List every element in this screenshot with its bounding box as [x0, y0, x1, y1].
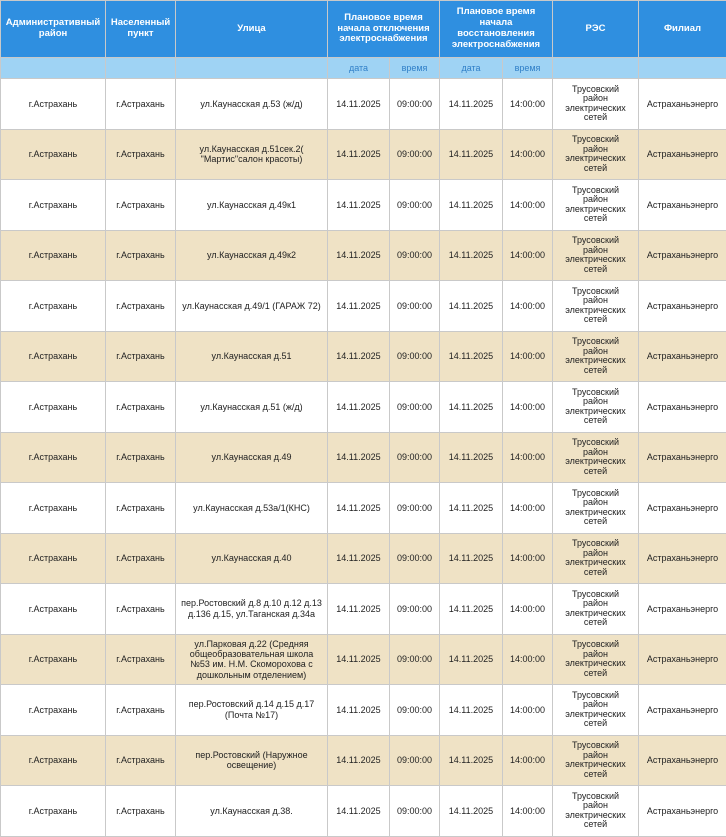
cell-off-date: 14.11.2025	[328, 79, 390, 130]
cell-street: ул.Каунасская д.53а/1(КНС)	[176, 483, 328, 534]
cell-res: Трусовский район электрических сетей	[553, 685, 639, 736]
cell-branch: Астраханьэнерго	[639, 129, 726, 180]
cell-street: пер.Ростовский д.14 д.15 д.17 (Почта №17)	[176, 685, 328, 736]
cell-street: пер.Ростовский (Наружное освещение)	[176, 735, 328, 786]
cell-branch: Астраханьэнерго	[639, 735, 726, 786]
cell-district: г.Астрахань	[1, 382, 106, 433]
subheader-on-date: дата	[440, 58, 503, 79]
cell-res: Трусовский район электрических сетей	[553, 331, 639, 382]
cell-on-time: 14:00:00	[503, 230, 553, 281]
cell-off-date: 14.11.2025	[328, 129, 390, 180]
cell-off-date: 14.11.2025	[328, 735, 390, 786]
table-row	[1, 483, 726, 534]
cell-branch: Астраханьэнерго	[639, 79, 726, 130]
table-row	[1, 281, 726, 332]
cell-district: г.Астрахань	[1, 786, 106, 837]
cell-street: ул.Каунасская д.51сек.2( "Мартис"салон красоты)	[176, 129, 328, 180]
cell-on-date: 14.11.2025	[440, 533, 503, 584]
subheader-empty	[106, 58, 176, 79]
cell-district: г.Астрахань	[1, 180, 106, 231]
cell-district: г.Астрахань	[1, 281, 106, 332]
cell-street: ул.Каунасская д.51 (ж/д)	[176, 382, 328, 433]
cell-off-date: 14.11.2025	[328, 281, 390, 332]
cell-off-time: 09:00:00	[390, 180, 440, 231]
cell-off-time: 09:00:00	[390, 230, 440, 281]
cell-off-time: 09:00:00	[390, 382, 440, 433]
cell-off-time: 09:00:00	[390, 685, 440, 736]
subheader-empty	[553, 58, 639, 79]
cell-on-date: 14.11.2025	[440, 584, 503, 635]
cell-street: ул.Каунасская д.40	[176, 533, 328, 584]
cell-street: ул.Каунасская д.51	[176, 331, 328, 382]
cell-on-time: 14:00:00	[503, 584, 553, 635]
cell-res: Трусовский район электрических сетей	[553, 230, 639, 281]
cell-on-time: 14:00:00	[503, 382, 553, 433]
cell-branch: Астраханьэнерго	[639, 382, 726, 433]
cell-off-time: 09:00:00	[390, 129, 440, 180]
cell-on-date: 14.11.2025	[440, 180, 503, 231]
cell-off-time: 09:00:00	[390, 735, 440, 786]
cell-on-date: 14.11.2025	[440, 483, 503, 534]
header-branch: Филиал	[639, 1, 726, 58]
header-district: Административный район	[1, 1, 106, 58]
cell-district: г.Астрахань	[1, 634, 106, 685]
header-street: Улица	[176, 1, 328, 58]
table-header-row	[1, 1, 726, 58]
cell-res: Трусовский район электрических сетей	[553, 634, 639, 685]
cell-on-time: 14:00:00	[503, 281, 553, 332]
cell-locality: г.Астрахань	[106, 685, 176, 736]
cell-branch: Астраханьэнерго	[639, 533, 726, 584]
cell-district: г.Астрахань	[1, 735, 106, 786]
cell-district: г.Астрахань	[1, 685, 106, 736]
table-row	[1, 180, 726, 231]
cell-res: Трусовский район электрических сетей	[553, 533, 639, 584]
cell-off-time: 09:00:00	[390, 584, 440, 635]
cell-off-date: 14.11.2025	[328, 432, 390, 483]
cell-off-date: 14.11.2025	[328, 382, 390, 433]
table-row	[1, 79, 726, 130]
cell-res: Трусовский район электрических сетей	[553, 786, 639, 837]
cell-off-date: 14.11.2025	[328, 331, 390, 382]
cell-locality: г.Астрахань	[106, 533, 176, 584]
cell-branch: Астраханьэнерго	[639, 331, 726, 382]
cell-branch: Астраханьэнерго	[639, 281, 726, 332]
table-row	[1, 735, 726, 786]
cell-off-date: 14.11.2025	[328, 634, 390, 685]
cell-off-date: 14.11.2025	[328, 180, 390, 231]
cell-locality: г.Астрахань	[106, 230, 176, 281]
cell-off-date: 14.11.2025	[328, 533, 390, 584]
cell-branch: Астраханьэнерго	[639, 685, 726, 736]
cell-res: Трусовский район электрических сетей	[553, 79, 639, 130]
cell-branch: Астраханьэнерго	[639, 634, 726, 685]
cell-off-time: 09:00:00	[390, 634, 440, 685]
cell-district: г.Астрахань	[1, 230, 106, 281]
cell-on-date: 14.11.2025	[440, 382, 503, 433]
cell-locality: г.Астрахань	[106, 483, 176, 534]
cell-branch: Астраханьэнерго	[639, 786, 726, 837]
cell-off-date: 14.11.2025	[328, 786, 390, 837]
cell-locality: г.Астрахань	[106, 382, 176, 433]
table-row	[1, 382, 726, 433]
table-row	[1, 584, 726, 635]
table-row	[1, 634, 726, 685]
cell-street: ул.Каунасская д.49к2	[176, 230, 328, 281]
cell-on-date: 14.11.2025	[440, 331, 503, 382]
header-locality: Населенный пункт	[106, 1, 176, 58]
cell-on-time: 14:00:00	[503, 432, 553, 483]
cell-on-time: 14:00:00	[503, 129, 553, 180]
cell-locality: г.Астрахань	[106, 432, 176, 483]
cell-street: ул.Каунасская д.49/1 (ГАРАЖ 72)	[176, 281, 328, 332]
cell-res: Трусовский район электрических сетей	[553, 129, 639, 180]
cell-off-time: 09:00:00	[390, 786, 440, 837]
table-row	[1, 432, 726, 483]
header-off-time: Плановое время начала отключения электроснабжения	[328, 1, 440, 58]
cell-branch: Астраханьэнерго	[639, 432, 726, 483]
cell-locality: г.Астрахань	[106, 331, 176, 382]
cell-off-time: 09:00:00	[390, 432, 440, 483]
cell-res: Трусовский район электрических сетей	[553, 281, 639, 332]
cell-on-date: 14.11.2025	[440, 129, 503, 180]
cell-locality: г.Астрахань	[106, 129, 176, 180]
table-row	[1, 533, 726, 584]
cell-district: г.Астрахань	[1, 432, 106, 483]
subheader-empty	[639, 58, 726, 79]
subheader-empty	[176, 58, 328, 79]
cell-off-date: 14.11.2025	[328, 230, 390, 281]
cell-district: г.Астрахань	[1, 533, 106, 584]
cell-branch: Астраханьэнерго	[639, 584, 726, 635]
cell-locality: г.Астрахань	[106, 735, 176, 786]
cell-locality: г.Астрахань	[106, 281, 176, 332]
header-on-time: Плановое время начала восстановления электроснабжения	[440, 1, 553, 58]
cell-on-date: 14.11.2025	[440, 685, 503, 736]
cell-locality: г.Астрахань	[106, 584, 176, 635]
cell-res: Трусовский район электрических сетей	[553, 483, 639, 534]
cell-district: г.Астрахань	[1, 584, 106, 635]
cell-street: ул.Каунасская д.38.	[176, 786, 328, 837]
cell-branch: Астраханьэнерго	[639, 483, 726, 534]
subheader-on-time: время	[503, 58, 553, 79]
cell-street: ул.Каунасская д.49к1	[176, 180, 328, 231]
cell-res: Трусовский район электрических сетей	[553, 382, 639, 433]
subheader-off-time: время	[390, 58, 440, 79]
cell-on-time: 14:00:00	[503, 786, 553, 837]
cell-on-date: 14.11.2025	[440, 79, 503, 130]
cell-locality: г.Астрахань	[106, 180, 176, 231]
cell-locality: г.Астрахань	[106, 786, 176, 837]
cell-street: ул.Каунасская д.53 (ж/д)	[176, 79, 328, 130]
table-row	[1, 230, 726, 281]
table-row	[1, 786, 726, 837]
cell-res: Трусовский район электрических сетей	[553, 584, 639, 635]
cell-district: г.Астрахань	[1, 483, 106, 534]
subheader-empty	[1, 58, 106, 79]
cell-on-date: 14.11.2025	[440, 735, 503, 786]
cell-off-time: 09:00:00	[390, 483, 440, 534]
cell-on-date: 14.11.2025	[440, 281, 503, 332]
cell-off-time: 09:00:00	[390, 79, 440, 130]
cell-on-time: 14:00:00	[503, 483, 553, 534]
cell-street: ул.Парковая д.22 (Средняя общеобразовательная школа №53 им. Н.М. Скоморохова с дошкольным отделением)	[176, 634, 328, 685]
cell-off-date: 14.11.2025	[328, 685, 390, 736]
cell-on-date: 14.11.2025	[440, 634, 503, 685]
cell-on-time: 14:00:00	[503, 180, 553, 231]
table-row	[1, 685, 726, 736]
cell-district: г.Астрахань	[1, 129, 106, 180]
cell-street: ул.Каунасская д.49	[176, 432, 328, 483]
cell-off-date: 14.11.2025	[328, 483, 390, 534]
cell-res: Трусовский район электрических сетей	[553, 432, 639, 483]
cell-branch: Астраханьэнерго	[639, 180, 726, 231]
cell-on-date: 14.11.2025	[440, 230, 503, 281]
cell-locality: г.Астрахань	[106, 79, 176, 130]
cell-off-date: 14.11.2025	[328, 584, 390, 635]
header-res: РЭС	[553, 1, 639, 58]
cell-on-time: 14:00:00	[503, 735, 553, 786]
table-subheader-row	[1, 58, 726, 79]
cell-res: Трусовский район электрических сетей	[553, 735, 639, 786]
cell-on-date: 14.11.2025	[440, 786, 503, 837]
cell-branch: Астраханьэнерго	[639, 230, 726, 281]
table-body	[1, 79, 726, 837]
subheader-off-date: дата	[328, 58, 390, 79]
cell-district: г.Астрахань	[1, 331, 106, 382]
cell-street: пер.Ростовский д.8 д.10 д.12 д.13 д.136 д.15, ул.Таганская д.34а	[176, 584, 328, 635]
cell-on-time: 14:00:00	[503, 634, 553, 685]
cell-res: Трусовский район электрических сетей	[553, 180, 639, 231]
cell-on-time: 14:00:00	[503, 685, 553, 736]
cell-on-time: 14:00:00	[503, 331, 553, 382]
cell-on-date: 14.11.2025	[440, 432, 503, 483]
cell-on-time: 14:00:00	[503, 79, 553, 130]
cell-on-time: 14:00:00	[503, 533, 553, 584]
cell-locality: г.Астрахань	[106, 634, 176, 685]
cell-off-time: 09:00:00	[390, 533, 440, 584]
cell-district: г.Астрахань	[1, 79, 106, 130]
table-row	[1, 129, 726, 180]
table-row	[1, 331, 726, 382]
cell-off-time: 09:00:00	[390, 281, 440, 332]
cell-off-time: 09:00:00	[390, 331, 440, 382]
